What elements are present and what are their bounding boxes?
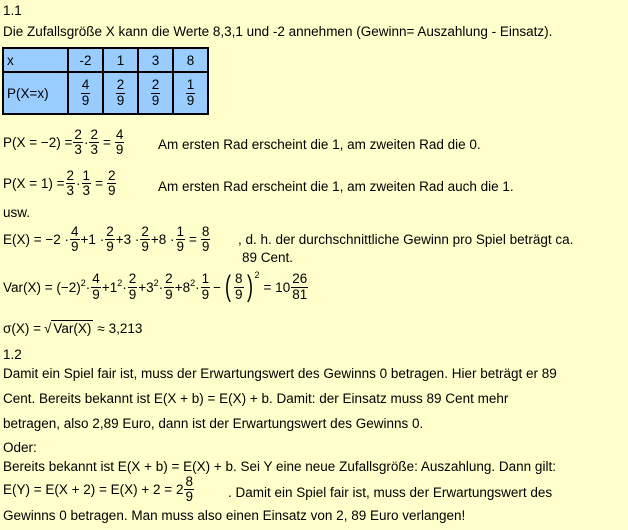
table-cell: -2 <box>68 48 103 72</box>
text-line: Gewinns 0 betragen. Man muss also einen Einsatz von 2, 89 Euro verlangen! <box>3 508 466 523</box>
table-cell: $\frac{2}{9}$ <box>138 72 173 114</box>
text-line: Cent. Bereits bekannt ist E(X + b) = E(X) + b. Damit: der Einsatz muss 89 Cent mehr <box>3 391 509 406</box>
formula-ey: E(Y) = E(X + 2) = E(X) + 2 = 2 $\frac{8}{9}$ <box>3 474 193 505</box>
table-cell: 8 <box>173 48 208 72</box>
section-heading-1-1: 1.1 <box>3 3 22 18</box>
oder-text: Oder: <box>3 440 37 455</box>
row-label-x: x <box>3 48 68 72</box>
formula-sigma: σ(X) = √ Var(X) ≈ 3,213 <box>3 320 143 336</box>
row-label-p: P(X=x) <box>3 72 68 114</box>
table-row <box>3 48 208 72</box>
expectation-text-2: 89 Cent. <box>242 250 294 265</box>
formula-expectation: E(X) = −2 · $\frac{4}{9}$ +1 · $\frac{2}{9}$ +3 · $\frac{2}{9}$ +8 · $\frac{1}{9}$ = $\frac{8}{9}$ <box>3 224 210 255</box>
distribution-table <box>2 47 209 115</box>
text-line: betragen, also 2,89 Euro, dann ist der Erwartungswert des Gewinns 0. <box>3 416 424 431</box>
table-cell: 3 <box>138 48 173 72</box>
formula-p-1: P(X = 1) = $\frac{2}{3}$ · $\frac{1}{3}$ = $\frac{2}{9}$ <box>3 168 116 199</box>
table-cell: $\frac{1}{9}$ <box>173 72 208 114</box>
table-cell: 1 <box>103 48 138 72</box>
explanation-p-1: Am ersten Rad erscheint die 1, am zweiten Rad auch die 1. <box>158 179 514 194</box>
formula-p-minus-2: P(X = −2) = $\frac{2}{3}$ · $\frac{2}{3}$ = $\frac{4}{9}$ <box>3 127 124 158</box>
text-line: Damit ein Spiel fair ist, muss der Erwartungswert des Gewinns 0 betragen. Hier beträgt er 89 <box>3 366 557 381</box>
section-heading-1-2: 1.2 <box>3 347 22 362</box>
formula-variance: Var(X) = (−2) 2 · $\frac{4}{9}$ +1 2 · $\frac{2}{9}$ +3 2 · $\frac{2}{9}$ +8 2 · $\frac{1}{9}$ − ( $\frac{8}{9}$ ) 2 = 10 $\frac{26}{81}$ <box>3 270 308 303</box>
usw-text: usw. <box>3 205 31 220</box>
expectation-text-1: , d. h. der durchschnittliche Gewinn pro Spiel beträgt ca. <box>238 232 574 247</box>
table-cell: $\frac{2}{9}$ <box>103 72 138 114</box>
text-line: Bereits bekannt ist E(X + b) = E(X) + b. Sei Y eine neue Zufallsgröße: Auszahlung. Dann gilt: <box>3 459 556 474</box>
explanation-p-minus-2: Am ersten Rad erscheint die 1, am zweiten Rad die 0. <box>158 137 481 152</box>
intro-text: Die Zufallsgröße X kann die Werte 8,3,1 und -2 annehmen (Gewinn= Auszahlung - Einsatz). <box>3 24 553 39</box>
text-line: . Damit ein Spiel fair ist, muss der Erwartungswert des <box>228 485 553 500</box>
table-row <box>3 72 208 114</box>
table-cell: $\frac{4}{9}$ <box>68 72 103 114</box>
